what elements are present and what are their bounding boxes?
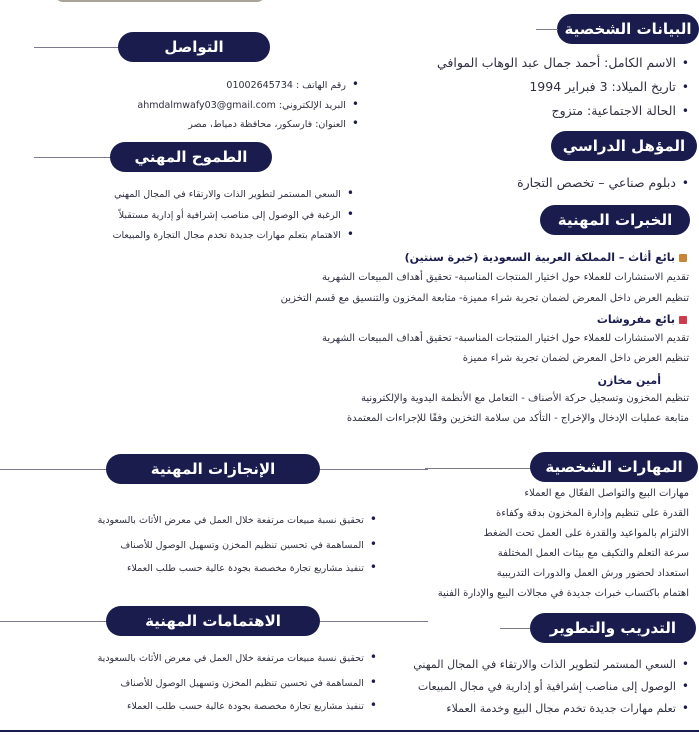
skill-item: مهارات البيع والتواصل الفعّال مع العملاء <box>524 488 689 499</box>
divider <box>34 157 114 158</box>
bottom-rule <box>0 730 699 732</box>
skill-item: اهتمام باكتساب خبرات جديدة في مجالات البيع والإدارة الفنية <box>437 588 689 599</box>
contact-heading: التواصل <box>118 32 270 62</box>
contact-phone: • رقم الهاتف : 01002645734 <box>226 77 359 91</box>
divider <box>318 621 428 622</box>
job-line: تنظيم العرض داخل المعرض لضمان تجربة شراء مميزة- متابعة المخزون والتنسيق مع قسم التخزين <box>280 293 689 304</box>
achievement-item: • المساهمة في تحسين تنظيم المخزن وتسهيل الوصول للأصناف <box>120 537 377 551</box>
job-line: تنظيم المخزون وتسجيل حركة الأصناف - التعامل مع الأنظمة اليدوية والإلكترونية <box>360 393 689 404</box>
interests-heading: الاهتمامات المهنية <box>106 606 320 636</box>
profile-photo <box>55 0 265 2</box>
ambition-item: • الاهتمام بتعلم مهارات جديدة تخدم مجال التجارة والمبيعات <box>113 227 354 241</box>
contact-address: • العنوان: فارسكور، محافظة دمياط، مصر <box>188 116 359 130</box>
personal-birth: • تاريخ الميلاد: 3 فبراير 1994 <box>529 79 689 94</box>
achievement-item: • تنفيذ مشاريع تجارة مخصصة بجودة عالية حسب طلب العملاء <box>127 560 377 574</box>
achievements-heading: الإنجازات المهنية <box>106 454 320 484</box>
personal-name: • الاسم الكامل: أحمد جمال عبد الوهاب الموافي <box>437 55 689 70</box>
divider <box>0 469 110 470</box>
ambition-item: • السعي المستمر لتطوير الذات والارتقاء في المجال المهني <box>114 186 354 200</box>
training-heading: التدريب والتطوير <box>530 613 696 643</box>
job-line: تقديم الاستشارات للعملاء حول اختيار المنتجات المناسبة- تحقيق أهداف المبيعات الشهرية <box>322 272 689 283</box>
job-line: متابعة عمليات الإدخال والإخراج - التأكد من سلامة التخزين وفقًا للإجراءات المعتمدة <box>346 413 689 424</box>
skill-item: استعداد لحضور ورش العمل والدورات التدريبية <box>496 568 689 579</box>
experience-heading: الخبرات المهنية <box>540 205 690 235</box>
job-title-1: بائع أثاث – المملكة العربية السعودية (خبرة سنتين) <box>405 251 687 264</box>
job-title-3: أمين مخازن <box>597 374 661 387</box>
education-item: • دبلوم صناعي – تخصص التجارة <box>517 175 689 190</box>
achievement-item: • تحقيق نسبة مبيعات مرتفعة خلال العمل في معرض الأثاث بالسعودية <box>98 512 377 526</box>
divider <box>34 47 124 48</box>
training-item: • تعلم مهارات جديدة تخدم مجال البيع وخدمة العملاء <box>446 701 689 715</box>
interest-item: • تنفيذ مشاريع تجارة مخصصة بجودة عالية حسب طلب العملاء <box>127 698 377 712</box>
divider <box>536 29 558 30</box>
divider <box>0 621 110 622</box>
divider <box>318 469 428 470</box>
job-line: تنظيم العرض داخل المعرض لضمان تجربة شراء مميزة <box>462 353 689 364</box>
skill-item: الالتزام بالمواعيد والقدرة على العمل تحت الضغط <box>483 528 689 539</box>
chair-icon <box>679 254 687 262</box>
ambition-heading: الطموح المهني <box>110 142 272 172</box>
training-item: • الوصول إلى مناصب إشرافية أو إدارية في مجال المبيعات <box>418 679 689 693</box>
training-item: • السعي المستمر لتطوير الذات والارتقاء في المجال المهني <box>413 657 689 671</box>
bag-icon <box>679 316 687 324</box>
divider <box>425 468 535 469</box>
ambition-item: • الرغبة في الوصول إلى مناصب إشرافية أو إدارية مستقبلاً <box>119 207 354 221</box>
skill-item: سرعة التعلم والتكيف مع بيئات العمل المختلفة <box>497 548 689 559</box>
interest-item: • تحقيق نسبة مبيعات مرتفعة خلال العمل في معرض الأثاث بالسعودية <box>98 650 377 664</box>
job-title-2: بائع مفروشات <box>597 313 687 326</box>
personal-info-heading: البيانات الشخصية <box>557 14 699 44</box>
education-heading: المؤهل الدراسي <box>551 131 697 161</box>
job-line: تقديم الاستشارات للعملاء حول اختيار المنتجات المناسبة- تحقيق أهداف المبيعات الشهرية <box>322 333 689 344</box>
contact-email: • البريد الإلكتروني: ahmdalmwafy03@gmail.com <box>137 97 359 111</box>
skill-item: القدرة على تنظيم وإدارة المخزون بدقة وكفاءة <box>495 508 689 519</box>
personal-status: • الحالة الاجتماعية: متزوج <box>552 103 689 118</box>
skills-heading: المهارات الشخصية <box>530 452 698 482</box>
interest-item: • المساهمة في تحسين تنظيم المخزن وتسهيل الوصول للأصناف <box>120 675 377 689</box>
